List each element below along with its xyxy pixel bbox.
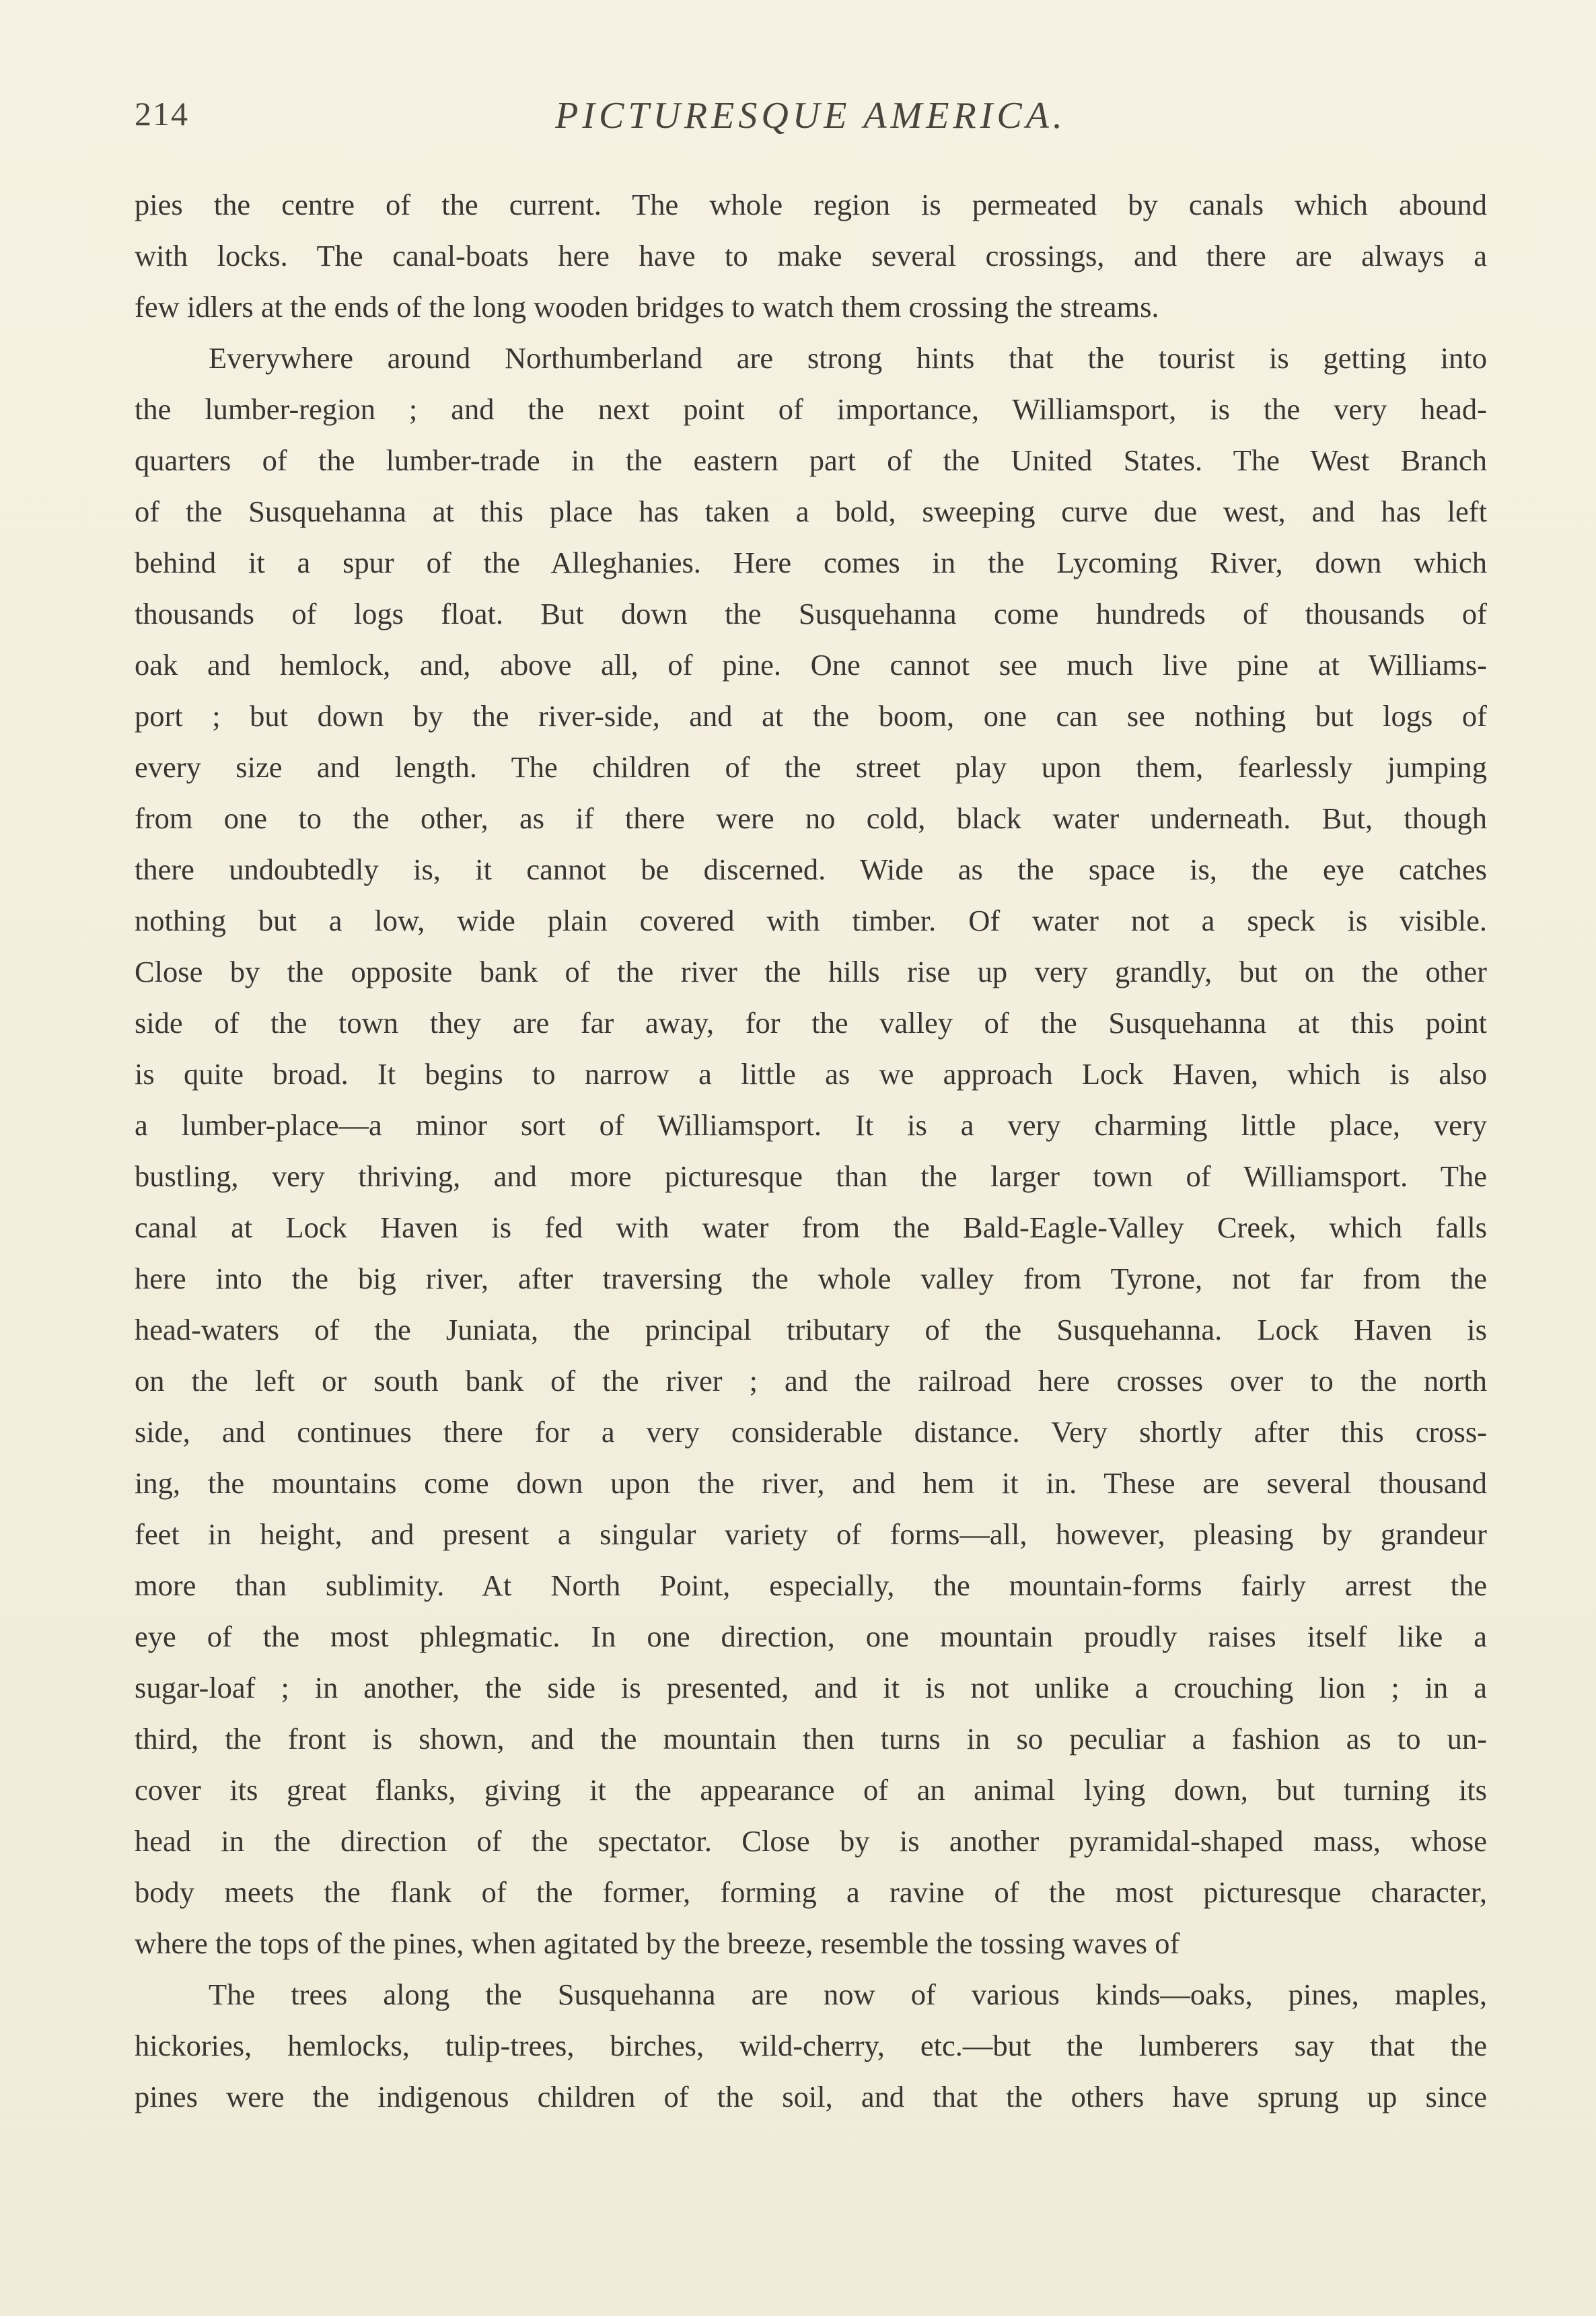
text-line: the lumber-region ; and the next point of importance, Williamsport, is the very head- — [135, 392, 1487, 426]
text-line: feet in height, and present a singular variety of forms—all, however, pleasing by grandeur — [135, 1517, 1487, 1551]
text-line: here into the big river, after traversing the whole valley from Tyrone, not far from the — [135, 1262, 1487, 1295]
text-line: every size and length. The children of the street play upon them, fearlessly jumping — [135, 750, 1487, 784]
text-line: there undoubtedly is, it cannot be discerned. Wide as the space is, the eye catches — [135, 853, 1487, 886]
page-header — [135, 94, 1487, 148]
text-line: ing, the mountains come down upon the river, and hem it in. These are several thousand — [135, 1466, 1487, 1500]
text-line: third, the front is shown, and the mountain then turns in so peculiar a fashion as to un- — [135, 1722, 1487, 1756]
text-line: quarters of the lumber-trade in the eastern part of the United States. The West Branch — [135, 443, 1487, 477]
text-line: side, and continues there for a very considerable distance. Very shortly after this cross- — [135, 1415, 1487, 1449]
text-line: thousands of logs float. But down the Susquehanna come hundreds of thousands of — [135, 597, 1487, 630]
text-line: more than sublimity. At North Point, especially, the mountain-forms fairly arrest the — [135, 1568, 1487, 1602]
text-line: is quite broad. It begins to narrow a little as we approach Lock Haven, which is also — [135, 1057, 1487, 1091]
text-line: behind it a spur of the Alleghanies. Here comes in the Lycoming River, down which — [135, 546, 1487, 579]
text-line: hickories, hemlocks, tulip-trees, birches, wild-cherry, etc.—but the lumberers say that the — [135, 2029, 1487, 2062]
text-line: of the Susquehanna at this place has taken a bold, sweeping curve due west, and has left — [135, 495, 1487, 528]
text-line: head-waters of the Juniata, the principal tributary of the Susquehanna. Lock Haven is — [135, 1313, 1487, 1346]
text-line: bustling, very thriving, and more picturesque than the larger town of Williamsport. The — [135, 1159, 1487, 1193]
paragraph-2 — [135, 332, 1487, 1969]
text-line: on the left or south bank of the river ; and the railroad here crosses over to the north — [135, 1364, 1487, 1398]
text-line: with locks. The canal-boats here have to make several crossings, and there are always a — [135, 239, 1487, 273]
text-line: where the tops of the pines, when agitated by the breeze, resemble the tossing waves of — [135, 1926, 1180, 1960]
text-line: cover its great flanks, giving it the appearance of an animal lying down, but turning its — [135, 1773, 1487, 1807]
text-line: a lumber-place—a minor sort of Williamsport. It is a very charming little place, very — [135, 1108, 1487, 1142]
text-line: head in the direction of the spectator. Close by is another pyramidal-shaped mass, whose — [135, 1824, 1487, 1858]
text-line: oak and hemlock, and, above all, of pine. One cannot see much live pine at Williams- — [135, 648, 1487, 682]
text-line: Close by the opposite bank of the river the hills rise up very grandly, but on the other — [135, 955, 1487, 988]
text-line: sugar-loaf ; in another, the side is presented, and it is not unlike a crouching lion ; in a — [135, 1671, 1487, 1704]
text-line: few idlers at the ends of the long wooden bridges to watch them crossing the streams. — [135, 290, 1159, 324]
paragraph-3 — [135, 1969, 1487, 2122]
text-line: body meets the flank of the former, forming a ravine of the most picturesque character, — [135, 1875, 1487, 1909]
page-number: 214 — [135, 95, 189, 133]
body-text — [135, 179, 1487, 2122]
text-line: nothing but a low, wide plain covered with timber. Of water not a speck is visible. — [135, 904, 1487, 937]
running-title: PICTURESQUE AMERICA. — [555, 95, 1066, 137]
text-line: The trees along the Susquehanna are now of various kinds—oaks, pines, maples, — [209, 1978, 1487, 2011]
text-line: from one to the other, as if there were no cold, black water underneath. But, though — [135, 801, 1487, 835]
text-line: pines were the indigenous children of the soil, and that the others have sprung up since — [135, 2080, 1487, 2113]
paragraph-1 — [135, 179, 1487, 332]
text-line: side of the town they are far away, for the valley of the Susquehanna at this point — [135, 1006, 1487, 1040]
text-line: port ; but down by the river-side, and at the boom, one can see nothing but logs of — [135, 699, 1487, 733]
text-line: canal at Lock Haven is fed with water from the Bald-Eagle-Valley Creek, which falls — [135, 1210, 1487, 1244]
text-line: Everywhere around Northumberland are strong hints that the tourist is getting into — [209, 341, 1487, 375]
text-line: pies the centre of the current. The whole region is permeated by canals which abound — [135, 188, 1487, 221]
text-line: eye of the most phlegmatic. In one direction, one mountain proudly raises itself like a — [135, 1620, 1487, 1653]
